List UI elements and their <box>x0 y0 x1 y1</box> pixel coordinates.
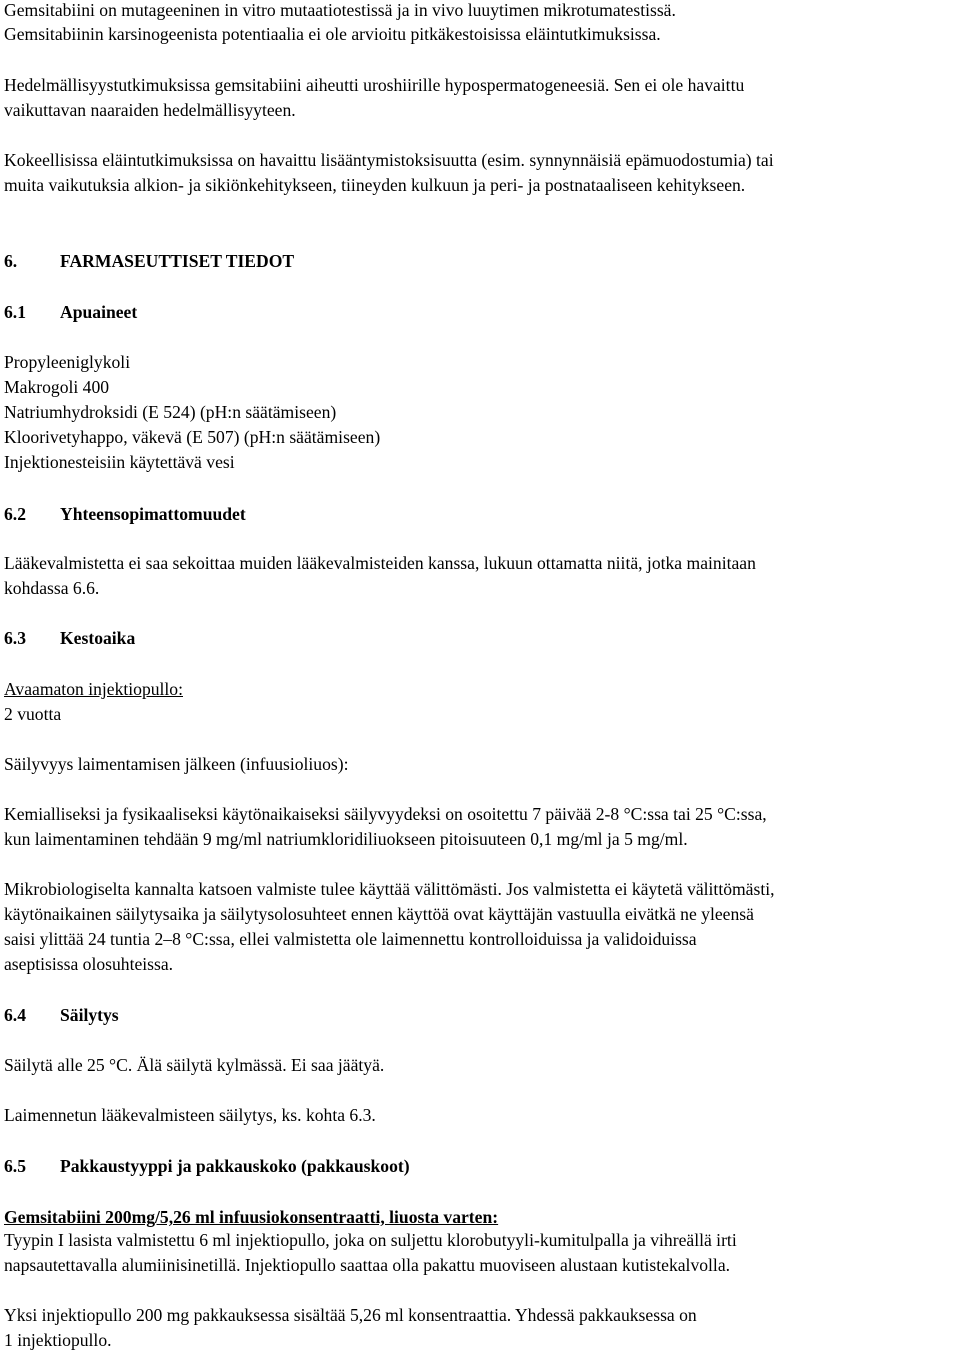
fertility-paragraph-line: Hedelmällisyystutkimuksissa gemsitabiini aiheutti uroshiirille hypospermatogeneesiä. Sen ei ole havaittu <box>4 75 745 95</box>
section-title: Apuaineet <box>60 302 138 322</box>
excipient-item: Natriumhydroksidi (E 524) (pH:n säätämiseen) <box>4 402 337 422</box>
excipient-item: Kloorivetyhappo, väkevä (E 507) (pH:n säätämiseen) <box>4 427 381 447</box>
unopened-vial-shelf-life: 2 vuotta <box>4 704 62 724</box>
section-number: 6.5 <box>4 1156 26 1176</box>
microbiological-line: saisi ylittää 24 tuntia 2–8 °C:ssa, ellei valmistetta ole laimennettu kontrolloiduissa ja validoiduissa <box>4 929 697 949</box>
unopened-vial-label: Avaamaton injektiopullo: <box>4 679 183 699</box>
section-6-2-heading <box>4 502 246 527</box>
incompatibility-text-line: kohdassa 6.6. <box>4 578 100 598</box>
fertility-paragraph-line: vaikuttavan naaraiden hedelmällisyyteen. <box>4 100 296 120</box>
section-title: Yhteensopimattomuudet <box>60 504 246 524</box>
section-6-4-heading <box>4 1003 119 1028</box>
package-text-line: Tyypin I lasista valmistettu 6 ml injektiopullo, joka on suljettu klorobutyyli-kumitulpalla ja vihreällä irti <box>4 1230 737 1250</box>
microbiological-line: Mikrobiologiselta kannalta katsoen valmiste tulee käyttää välittömästi. Jos valmistetta ei käytetä välittömästi, <box>4 879 775 899</box>
package-text-line: 1 injektiopullo. <box>4 1330 112 1350</box>
incompatibility-text-line: Lääkevalmistetta ei saa sekoittaa muiden lääkevalmisteiden kanssa, lukuun ottamatta niitä, jotka mainitaan <box>4 553 756 573</box>
package-subheading: Gemsitabiini 200mg/5,26 ml infuusiokonsentraatti, liuosta varten: <box>4 1207 499 1227</box>
section-6-5-heading <box>4 1154 410 1179</box>
section-title: Kestoaika <box>60 628 136 648</box>
section-6-heading <box>4 249 294 274</box>
excipient-item: Injektionesteisiin käytettävä vesi <box>4 452 235 472</box>
intro-paragraph-line: Gemsitabiinin karsinogeenista potentiaalia ei ole arvioitu pitkäkestoisissa eläintutkimuksissa. <box>4 24 661 44</box>
package-text-line: napsautettavalla alumiinisinetillä. Injektiopullo saattaa olla pakattu muoviseen alustaan kutistekalvolla. <box>4 1255 731 1275</box>
storage-text-line: Laimennetun lääkevalmisteen säilytys, ks. kohta 6.3. <box>4 1105 376 1125</box>
microbiological-line: käytönaikainen säilytysaika ja säilytysolosuhteet ennen käyttöä ovat käyttäjän vastuulla eivätkä ne yleensä <box>4 904 754 924</box>
section-number: 6.4 <box>4 1005 26 1025</box>
section-title: FARMASEUTTISET TIEDOT <box>60 251 295 271</box>
package-text-line: Yksi injektiopullo 200 mg pakkauksessa sisältää 5,26 ml konsentraattia. Yhdessä pakkauksessa on <box>4 1305 697 1325</box>
excipient-item: Makrogoli 400 <box>4 377 110 397</box>
reproduction-paragraph-line: muita vaikutuksia alkion- ja sikiönkehitykseen, tiineyden kulkuun ja peri- ja postnataaliseen kehitykseen. <box>4 175 746 195</box>
section-title: Säilytys <box>60 1005 119 1025</box>
reproduction-paragraph-line: Kokeellisissa eläintutkimuksissa on havaittu lisääntymistoksisuutta (esim. synnynnäisiä epämuodostumia) tai <box>4 150 774 170</box>
section-6-3-heading <box>4 626 135 651</box>
diluted-stability-label: Säilyvyys laimentamisen jälkeen (infuusioliuos): <box>4 754 349 774</box>
chemical-stability-line: Kemialliseksi ja fysikaaliseksi käytönaikaiseksi säilyvyydeksi on osoitettu 7 päivää 2-8 °C:ssa tai 25 °C:ssa, <box>4 804 767 824</box>
section-number: 6.1 <box>4 302 26 322</box>
section-number: 6. <box>4 251 18 271</box>
section-number: 6.3 <box>4 628 26 648</box>
storage-text-line: Säilytä alle 25 °C. Älä säilytä kylmässä. Ei saa jäätyä. <box>4 1055 385 1075</box>
microbiological-line: aseptisissa olosuhteissa. <box>4 954 174 974</box>
chemical-stability-line: kun laimentaminen tehdään 9 mg/ml natriumkloridiliuokseen pitoisuuteen 0,1 mg/ml ja 5 mg/ml. <box>4 829 688 849</box>
excipient-item: Propyleeniglykoli <box>4 352 131 372</box>
section-number: 6.2 <box>4 504 26 524</box>
intro-paragraph-line: Gemsitabiini on mutageeninen in vitro mutaatiotestissä ja in vivo luuytimen mikrotumatestissä. <box>4 0 676 20</box>
section-6-1-heading <box>4 300 137 325</box>
section-title: Pakkaustyyppi ja pakkauskoko (pakkauskoot) <box>60 1156 410 1176</box>
